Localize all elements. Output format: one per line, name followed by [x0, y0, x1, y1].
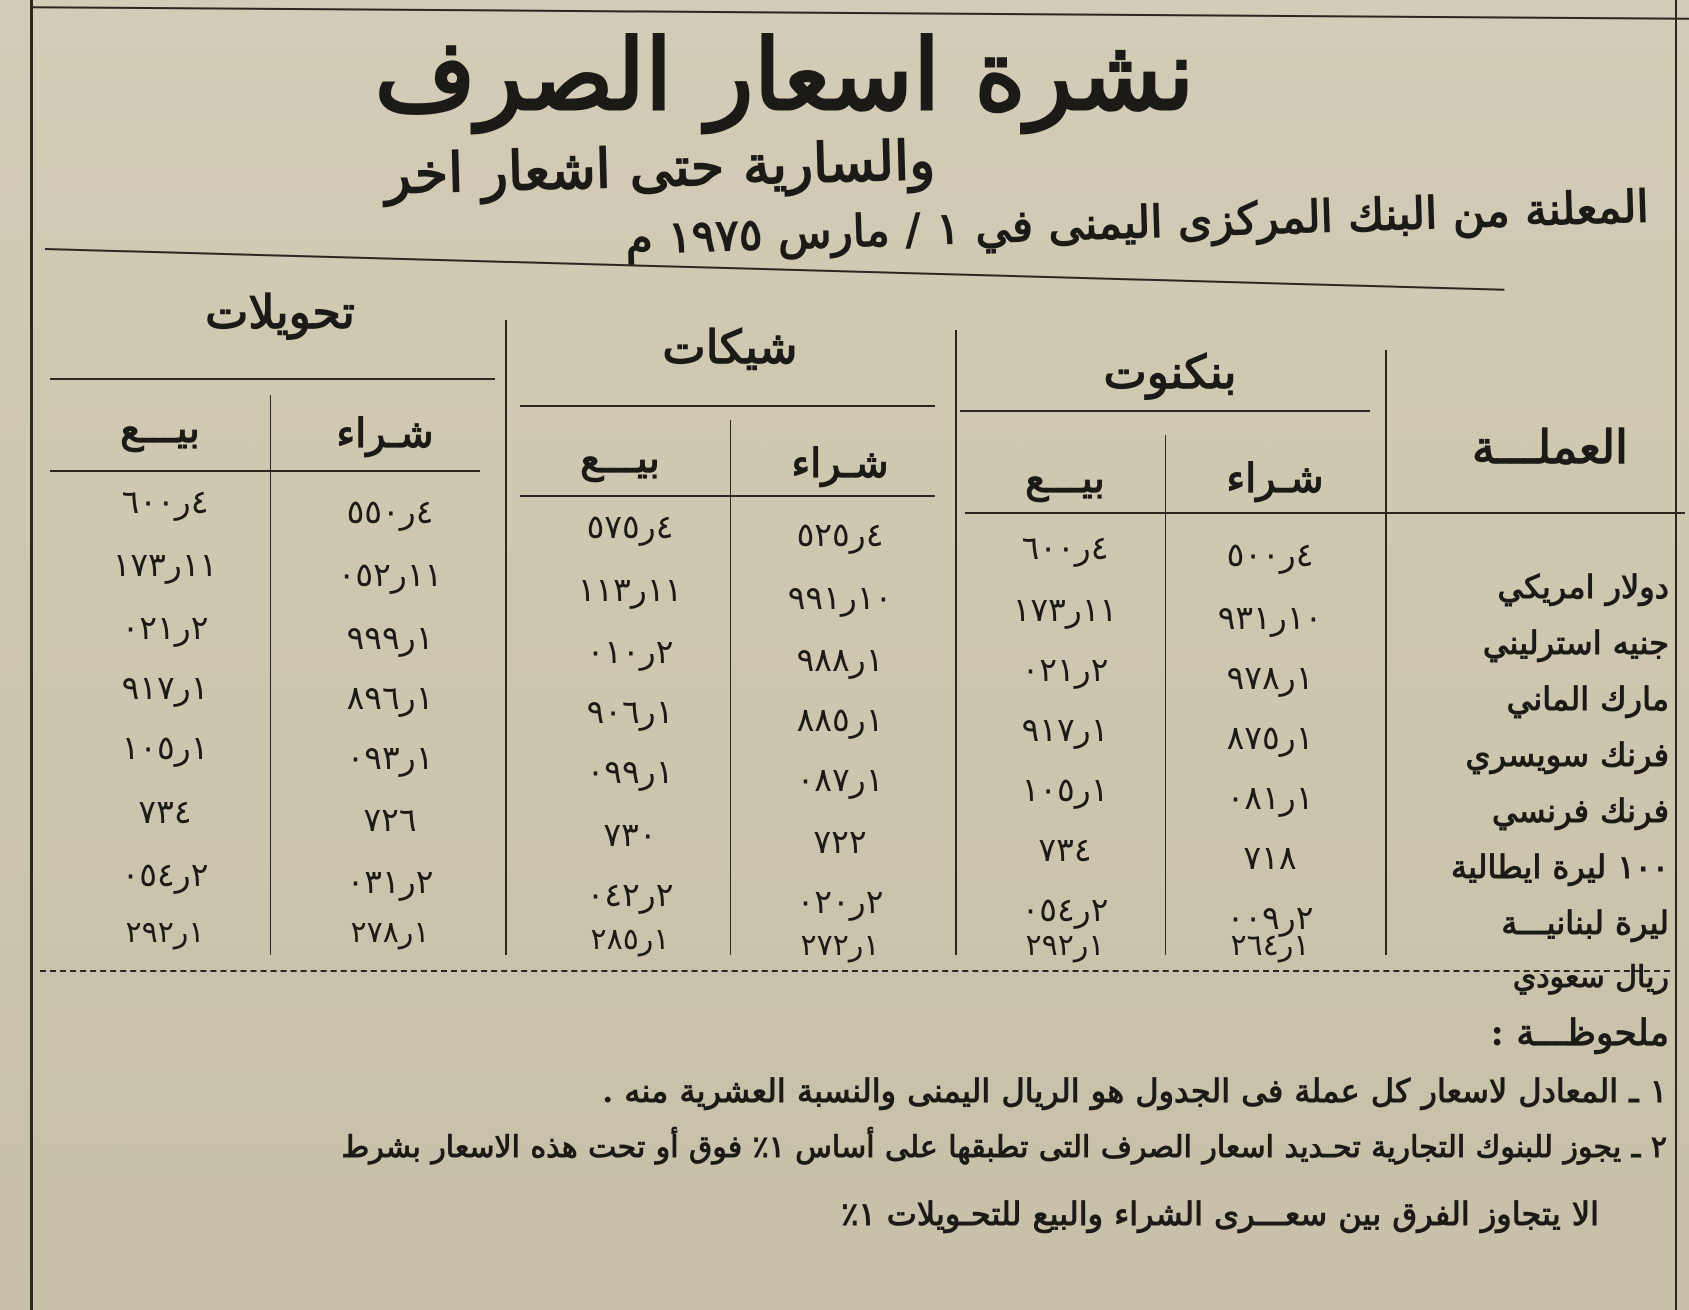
table-cell: ٧١٨	[1243, 838, 1297, 877]
issuer-line: المعلنة من البنك المركزى اليمنى في ١ / مارس ١٩٧٥ م	[624, 181, 1650, 265]
bulletin-subtitle: والسارية حتى اشعار اخر	[384, 127, 936, 207]
transfers-buy-header: شـراء	[336, 410, 434, 457]
cheques-group-header: شيكات	[662, 320, 798, 374]
banknote-group-header: بنكنوت	[1103, 345, 1237, 399]
table-cell: ١ر٨٧٥	[1226, 718, 1314, 757]
table-cell: ١ر٢٧٨	[350, 915, 430, 950]
currency-name: مارك الماني	[1506, 680, 1669, 718]
banknote-sell-header: بيـــع	[1025, 455, 1105, 502]
notes-title: ملحوظـــة :	[1490, 1012, 1669, 1054]
column-separator	[955, 330, 957, 955]
note-item: الا يتجاوز الفرق بين سعـــرى الشراء والبيع للتحـويلات ١٪	[841, 1195, 1599, 1233]
table-cell: ١ر٠٩٩	[586, 752, 674, 791]
currency-column-header: العملـــة	[1472, 420, 1628, 474]
table-cell: ١١ر٠٥٢	[337, 555, 443, 594]
column-separator	[505, 320, 507, 955]
currency-name: ليرة لبنانيـــة	[1501, 904, 1669, 942]
column-separator	[270, 395, 271, 955]
currency-name: فرنك سويسري	[1465, 736, 1669, 774]
table-cell: ١ر٢٦٤	[1230, 928, 1310, 963]
table-cell: ١ر٩٧٨	[1226, 658, 1314, 697]
column-separator	[730, 420, 731, 955]
subheader-rule	[965, 512, 1685, 514]
table-cell: ٢ر٠٠٩	[1226, 898, 1314, 937]
table-cell: ٧٢٢	[813, 822, 867, 861]
currency-name: دولار امريكي	[1497, 568, 1669, 606]
page-edge	[1675, 0, 1677, 1310]
table-cell: ١ر١٠٥	[121, 728, 209, 767]
subheader-rule	[520, 495, 935, 497]
table-cell: ١ر٠٩٣	[346, 738, 434, 777]
table-cell: ١ر٩٨٨	[796, 640, 884, 679]
table-cell: ٤ر٥٠٠	[1226, 535, 1314, 574]
cheques-buy-header: شـراء	[791, 440, 889, 487]
table-cell: ٢ر٠٣١	[346, 862, 434, 901]
bulletin-title: نشرة اسعار الصرف	[374, 18, 1195, 133]
table-cell: ١٠ر٩٩١	[787, 578, 893, 617]
table-cell: ٧٢٦	[363, 800, 417, 839]
table-cell: ١ر٩١٧	[1021, 710, 1109, 749]
table-cell: ٤ر٥٥٠	[346, 492, 434, 531]
table-bottom-rule	[40, 970, 1670, 972]
table-cell: ١ر٢٨٥	[590, 922, 670, 957]
table-cell: ١ر٢٩٢	[125, 915, 205, 950]
table-cell: ١ر٠٨٧	[796, 760, 884, 799]
group-rule	[960, 410, 1370, 412]
table-cell: ٤ر٦٠٠	[1021, 528, 1109, 567]
currency-name: ١٠٠ ليرة ايطالية	[1450, 848, 1669, 886]
table-cell: ٢ر٠٢١	[1021, 650, 1109, 689]
table-cell: ٧٣٤	[138, 792, 192, 831]
table-cell: ٢ر٠٢١	[121, 608, 209, 647]
table-cell: ١١ر١٧٣	[1012, 590, 1118, 629]
table-cell: ٢ر٠٥٤	[1021, 890, 1109, 929]
table-cell: ٧٣٤	[1038, 830, 1092, 869]
transfers-sell-header: بيـــع	[120, 405, 200, 452]
transfers-group-header: تحويلات	[205, 285, 355, 339]
note-item: ١ ـ المعادل لاسعار كل عملة فى الجدول هو الريال اليمنى والنسبة العشرية منه .	[602, 1072, 1667, 1110]
table-cell: ١ر٢٩٢	[1025, 928, 1105, 963]
note-item: ٢ ـ يجوز للبنوك التجارية تحـديد اسعار الصرف التى تطبقها على أساس ١٪ فوق أو تحت هذه الاسعار بشرط	[341, 1130, 1667, 1165]
table-cell: ٤ر٥٧٥	[586, 507, 674, 546]
table-cell: ٤ر٦٠٠	[121, 482, 209, 521]
table-cell: ١٠ر٩٣١	[1217, 598, 1323, 637]
table-cell: ١ر٨٨٥	[796, 700, 884, 739]
table-cell: ١ر٢٧٢	[800, 928, 880, 963]
subheader-rule	[50, 470, 480, 472]
banknote-buy-header: شـراء	[1226, 455, 1324, 502]
currency-name: فرنك فرنسي	[1491, 792, 1669, 830]
group-rule	[50, 378, 495, 380]
table-cell: ١ر٩١٧	[121, 668, 209, 707]
table-cell: ١ر٩٠٦	[586, 692, 674, 731]
column-separator	[1385, 350, 1387, 955]
currency-name: ريال سعودي	[1512, 960, 1669, 995]
group-rule	[520, 405, 935, 407]
table-cell: ٢ر٠٤٢	[586, 875, 674, 914]
table-cell: ٢ر٠١٠	[586, 632, 674, 671]
table-cell: ٧٣٠	[603, 815, 657, 854]
cheques-sell-header: بيـــع	[580, 435, 660, 482]
currency-name: جنيه استرليني	[1482, 624, 1669, 662]
table-cell: ١ر٩٩٩	[346, 618, 434, 657]
table-cell: ١ر٨٩٦	[346, 678, 434, 717]
table-cell: ١ر١٠٥	[1021, 770, 1109, 809]
table-cell: ١١ر١٧٣	[112, 545, 218, 584]
table-cell: ٢ر٠٢٠	[796, 882, 884, 921]
table-cell: ١ر٠٨١	[1226, 778, 1314, 817]
table-cell: ٢ر٠٥٤	[121, 855, 209, 894]
table-cell: ١١ر١١٣	[577, 570, 683, 609]
table-cell: ٤ر٥٢٥	[796, 515, 884, 554]
